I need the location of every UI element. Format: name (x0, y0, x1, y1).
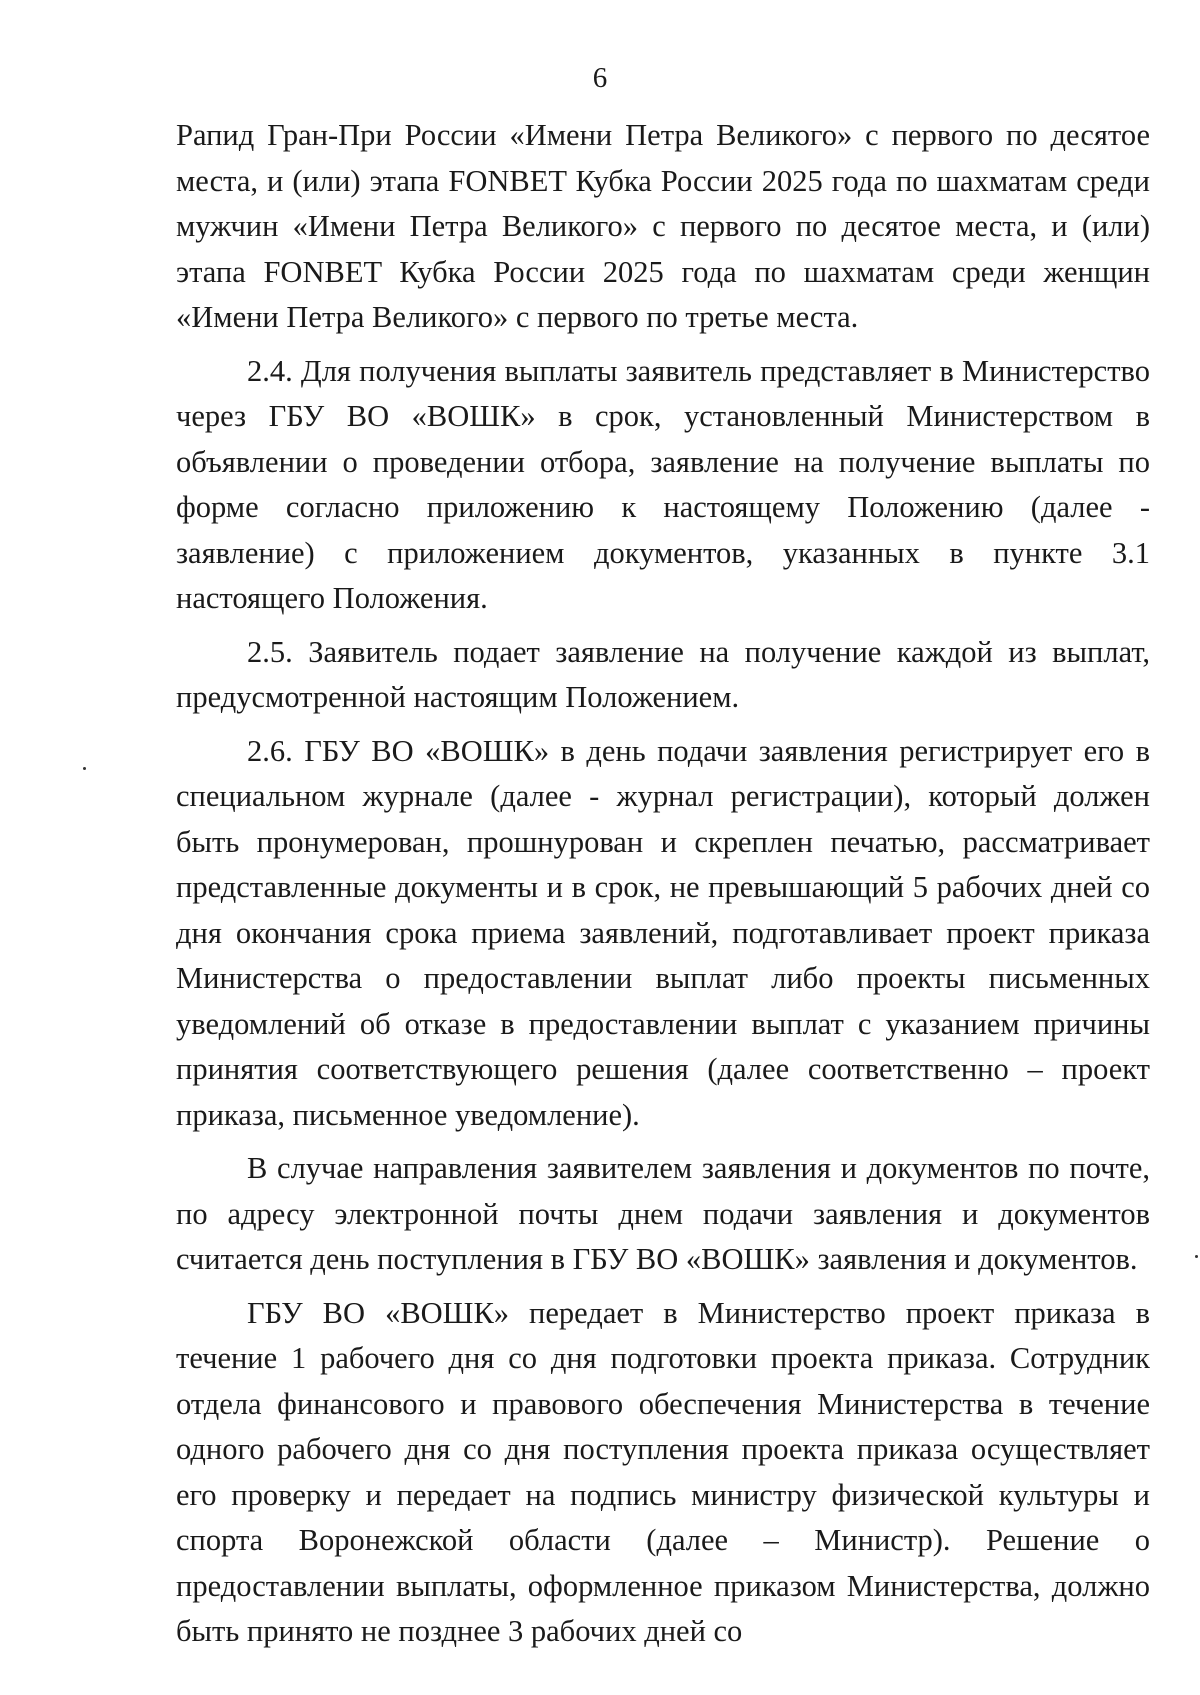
document-body (176, 113, 1150, 1663)
paragraph-order-transfer: ГБУ ВО «ВОШК» передает в Министерство проект приказа в течение 1 рабочего дня со дня подготовки проекта приказа. Сотрудник отдела финансового и правового обеспечения Министерства в течение одного рабочего дня со дня поступления проекта приказа осуществляет его проверку и передает на подпись министру физической культуры и спорта Воронежской области (далее – Министр). Решение о предоставлении выплаты, оформленное приказом Министерства, должно быть принято не позднее 3 рабочих дней со (176, 1295, 1150, 1648)
page-number: 6 (592, 62, 608, 94)
paragraph-mail-submission: В случае направления заявителем заявления и документов по почте, по адресу электронной почты днем подачи заявления и документов считается день поступления в ГБУ ВО «ВОШК» заявления и документов. (176, 1151, 1150, 1276)
paragraph-2-5: 2.5. Заявитель подает заявление на получение каждой из выплат, предусмотренной настоящим Положением. (176, 634, 1150, 714)
paragraph-2-4: 2.4. Для получения выплаты заявитель представляет в Министерство через ГБУ ВО «ВОШК» в срок, установленный Министерством в объявлении о проведении отбора, заявление на получение выплаты по форме согласно приложению к настоящему Положению (далее - заявление) с приложением документов, указанных в пункте 3.1 настоящего Положения. (176, 353, 1150, 615)
scan-speck (83, 767, 86, 770)
paragraph-2-6: 2.6. ГБУ ВО «ВОШК» в день подачи заявления регистрирует его в специальном журнале (далее - журнал регистрации), который должен быть пронумерован, прошнурован и скреплен печатью, рассматривает представленные документы и в срок, не превышающий 5 рабочих дней со дня окончания срока приема заявлений, подготавливает проект приказа Министерства о предоставлении выплат либо проекты письменных уведомлений об отказе в предоставлении выплат с указанием причины принятия соответствующего решения (далее соответственно – проект приказа, письменное уведомление). (176, 733, 1150, 1132)
paragraph-continuation: Рапид Гран-При России «Имени Петра Великого» с первого по десятое места, и (или) этапа FONBET Кубка России 2025 года по шахматам среди мужчин «Имени Петра Великого» с первого по десятое места, и (или) этапа FONBET Кубка России 2025 года по шахматам среди женщин «Имени Петра Великого» с первого по третье места. (176, 118, 1150, 334)
scan-speck (1195, 1255, 1198, 1258)
